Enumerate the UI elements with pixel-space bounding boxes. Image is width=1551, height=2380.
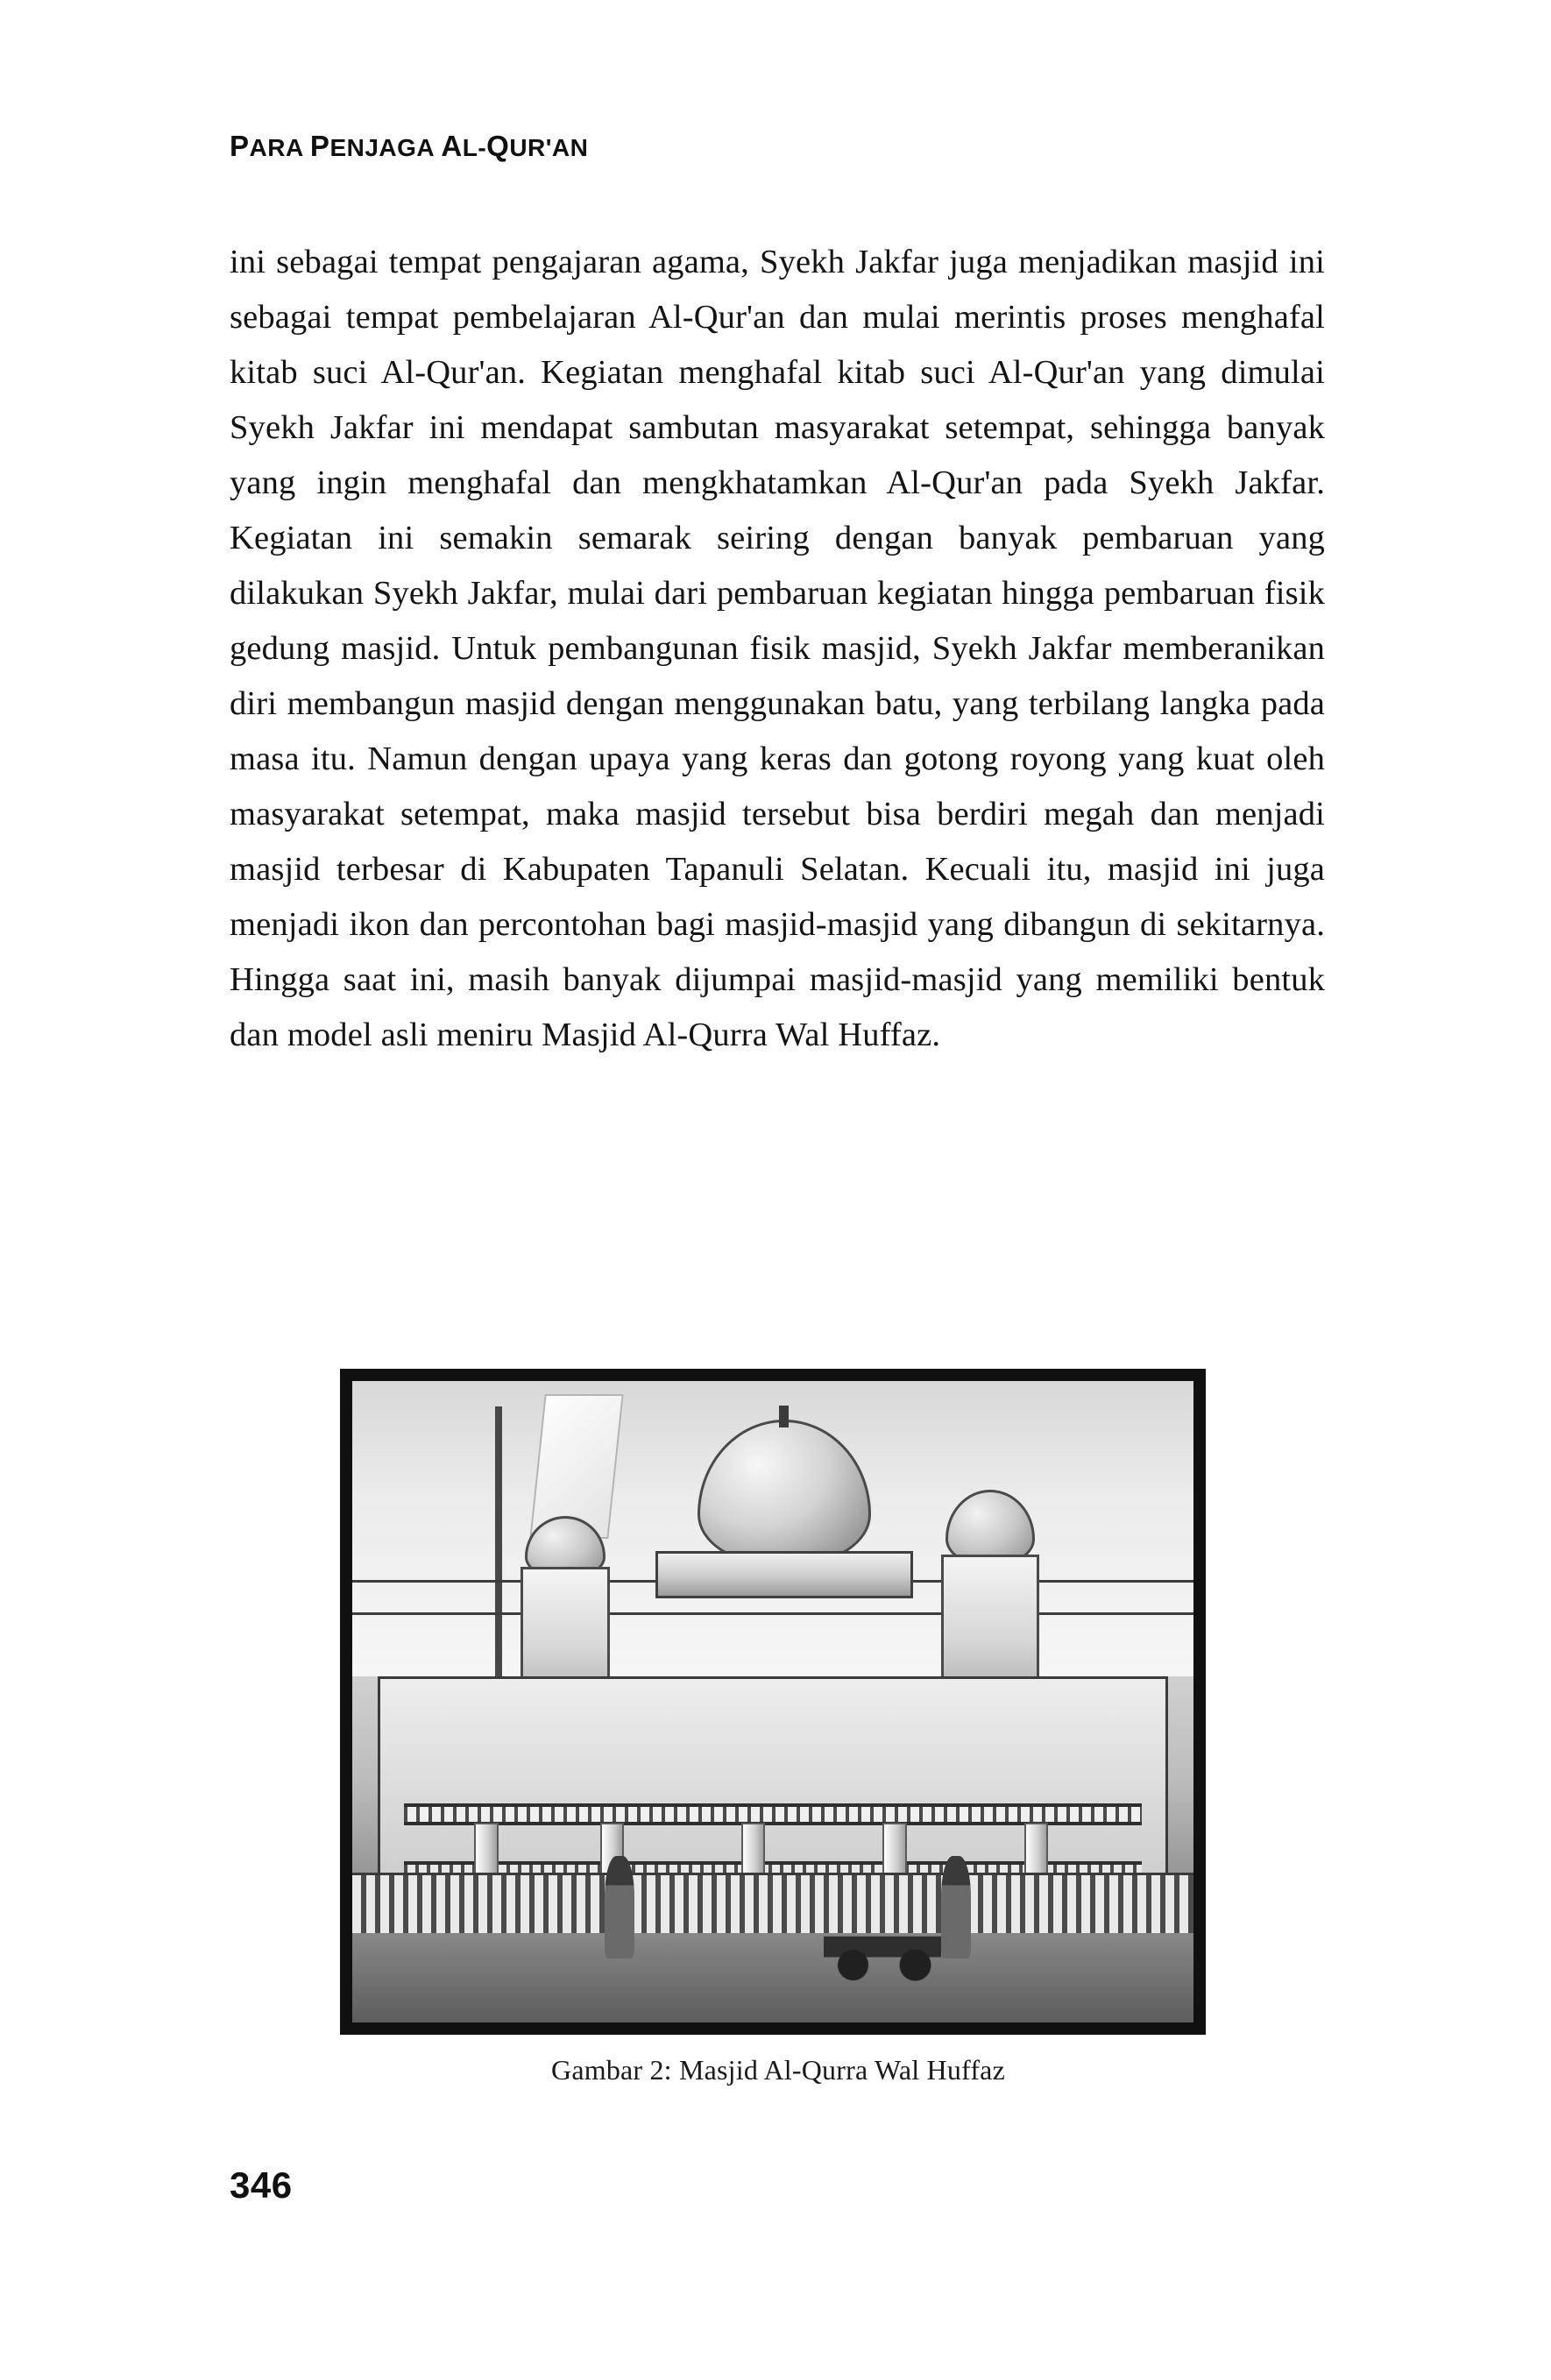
figure-block	[340, 1369, 1216, 2086]
main-dome-drum	[655, 1551, 913, 1598]
power-line-lower	[352, 1612, 1193, 1615]
running-head: PARA PENJAGA AL-QUR'AN	[230, 130, 589, 162]
person-figure	[941, 1856, 971, 1959]
page-number: 346	[230, 2164, 293, 2206]
front-fence	[352, 1873, 1193, 1933]
mosque-photo	[352, 1381, 1193, 2022]
person-figure	[605, 1856, 634, 1959]
motorbike	[824, 1907, 941, 1990]
white-banner	[530, 1394, 625, 1539]
figure-caption: Gambar 2: Masjid Al-Qurra Wal Huffaz	[551, 2054, 1005, 2086]
body-paragraph: ini sebagai tempat pengajaran agama, Syekh Jakfar juga menjadikan masjid ini sebagai tempat pembelajaran Al-Qur'an dan mulai merintis proses menghafal kitab suci Al-Qur'an. Kegiatan menghafal kitab suci Al-Qur'an yang dimulai Syekh Jakfar ini mendapat sambutan masyarakat setempat, sehingga banyak yang ingin menghafal dan mengkhatamkan Al-Qur'an pada Syekh Jakfar. Kegiatan ini semakin semarak seiring dengan banyak pembaruan yang dilakukan Syekh Jakfar, mulai dari pembaruan kegiatan hingga pembaruan fisik gedung masjid. Untuk pembangunan fisik masjid, Syekh Jakfar memberanikan diri membangun masjid dengan menggunakan batu, yang terbilang langka pada masa itu. Namun dengan upaya yang keras dan gotong royong yang kuat oleh masyarakat setempat, maka masjid tersebut bisa berdiri megah dan menjadi masjid terbesar di Kabupaten Tapanuli Selatan. Kecuali itu, masjid ini juga menjadi ikon dan percontohan bagi masjid-masjid yang dibangun di sekitarnya. Hingga saat ini, masih banyak dijumpai masjid-masjid yang memiliki bentuk dan model asli meniru Masjid Al-Qurra Wal Huffaz.	[230, 244, 1325, 1053]
figure-image-frame	[340, 1369, 1206, 2035]
ground-area	[352, 1920, 1193, 2022]
